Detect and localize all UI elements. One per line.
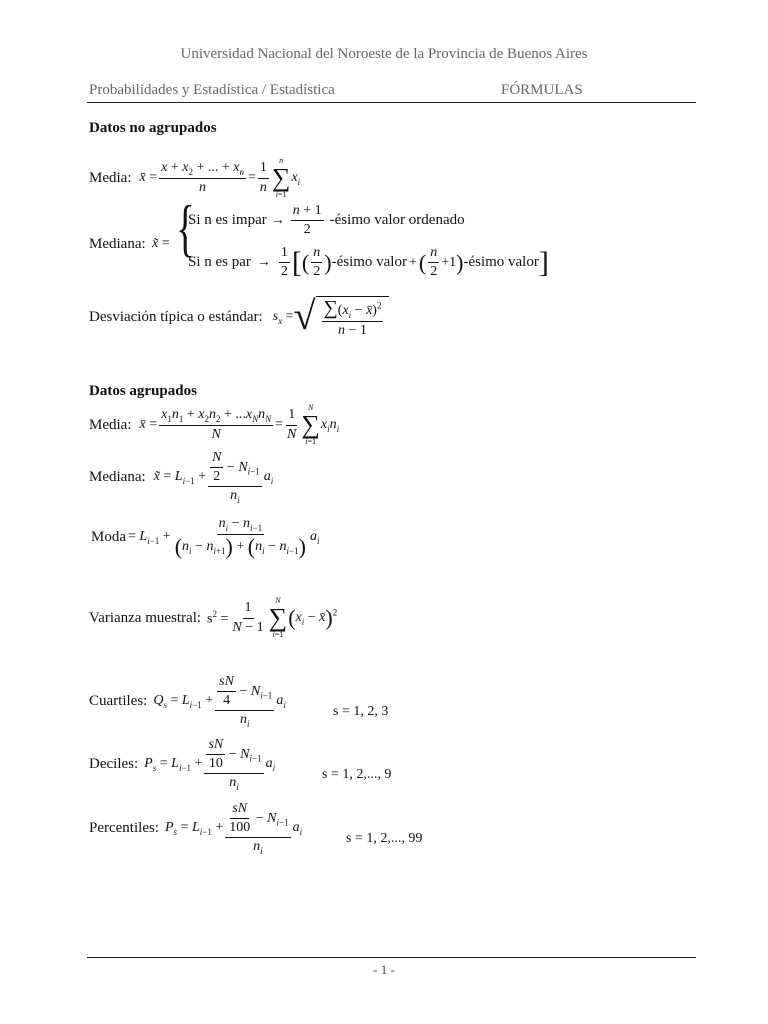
median-brace: { (176, 192, 195, 263)
grouped-mean-formula: Media: x̄ = $\frac{x_1n_1 + x_2n_2 + ...x_Nn_N}{N}$ = $\frac{1}{N}$ N ∑ i=1 $x_in_i$ (89, 403, 340, 446)
quartiles-formula: Cuartiles: $Q_s = L_{i-1}$ + $\frac{sN}{4}$ − $N_{i-1}$ $n_i$ $a_i$ (89, 674, 286, 729)
quartiles-range: s = 1, 2, 3 (333, 704, 389, 719)
deciles-label: Deciles: (89, 756, 139, 773)
mode-label: Moda (91, 528, 126, 545)
variance-label: Varianza muestral: (89, 609, 202, 626)
grouped-median-formula: Mediana: x̃ = $L_{i-1}$ + $\frac{N}{2}$ − $N_{i-1}$ $n_i$ $a_i$ (89, 450, 274, 505)
footer-rule (87, 957, 696, 958)
variance-formula: Varianza muestral: $s^2$ = $\frac{1}{N - 1}$ N ∑ i=1 ($x_i$ − x̄)$^2$ (89, 596, 338, 639)
document-type: FÓRMULAS (501, 82, 583, 98)
mean-fraction: $\frac{x + x_2 + ... + x_n}{n}$ (161, 159, 244, 196)
mode-formula: Moda = $L_{i-1}$ + $\frac{n_i - n_{i-1}}{(n_i - n_{i+1}) + (n_i - n_{i-1})}$ $a_i$ (91, 516, 320, 560)
ungrouped-mean-formula: Media: x̄ = $\frac{x + x_2 + ... + x_n}{n}$ = $\frac{1}{n}$ n ∑ i=1 $x_i$ (89, 156, 301, 199)
course-title: Probabilidades y Estadística / Estadística (89, 82, 335, 98)
ungrouped-heading: Datos no agrupados (89, 120, 217, 136)
median-odd-case: Si n es impar → $\frac{n + 1}{2}$ -ésimo valor ordenado (188, 203, 465, 238)
ungrouped-mean-label: Media: (89, 169, 132, 186)
quartiles-label: Cuartiles: (89, 693, 148, 710)
grouped-heading: Datos agrupados (89, 383, 197, 399)
grouped-mean-label: Media: (89, 416, 132, 433)
std-dev-formula: Desviación típica o estándar: $s_x$ = √ $\frac{\sum(x_i - x̄)^2}{n - 1}$ (89, 296, 389, 339)
std-dev-label: Desviación típica o estándar: (89, 309, 263, 326)
page-number: - 1 - (373, 962, 395, 977)
deciles-range: s = 1, 2,..., 9 (322, 767, 392, 782)
header-rule (87, 102, 696, 103)
percentiles-formula: Percentiles: $P_s = L_{i-1}$ + $\frac{sN}{100}$ − $N_{i-1}$ $n_i$ $a_i$ (89, 801, 303, 856)
deciles-formula: Deciles: $P_s = L_{i-1}$ + $\frac{sN}{10}$ − $N_{i-1}$ $n_i$ $a_i$ (89, 737, 276, 792)
percentiles-range: s = 1, 2,..., 99 (346, 831, 423, 846)
grouped-median-label: Mediana: (89, 469, 146, 486)
formula-sheet-page: Universidad Nacional del Noroeste de la Provincia de Buenos Aires Probabilidades y Estadística / Estadística FÓRMULAS Datos no agrupados Media: x̄ = $\frac{x + x_2 + ... + x_n}{n}$ = $\frac{1}{n}$ n ∑ i=1 $x_i$ Mediana: x̃ = { Si n es impar → $\frac{n + 1}{2}$ -ésimo valor ordenado Si n es par → $\frac{1}{2}$ [ ( $\frac{n}{2}$ ) -ésimo valor + ( $\frac{n}{2}$ +1 ) -ésimo valor ] Desviación típica o estándar: $s_x$ = √ $\frac{\sum(x_i - x̄)^2}{n - 1}$ Datos agrupados Media: x̄ = $\frac{x_1n_1 + x_2n_2 + ...x_Nn_N}{N}$ = $\frac{1}{N}$ N ∑ i=1 $x_in_i$ Mediana: x̃ = $L_{i-1}$ + $\frac{N}{2}$ − $N_{i-1}$ $n_i$ $a_i$ Moda = $L_{i-1}$ + $\frac{n_i - n_{i-1}}{(n_i - n_{i+1}) + (n_i - n_{i-1})}$ $a_i$ Varianza muestral: $s^2$ = $\frac{1}{N - 1}$ N ∑ i=1 ($x_i$ − x̄)$^2$ Cuartiles: $Q_s = L_{i-1}$ + $\frac{sN}{4}$ − $N_{i-1}$ $n_i$ $a_i$ s = 1, 2, 3 Deciles: $P_s = L_{i-1}$ + $\frac{sN}{10}$ − $N_{i-1}$ $n_i$ $a_i$ s = 1, 2,..., 9 Percentiles: $P_s = L_{i-1}$ + $\frac{sN}{100}$ − $N_{i-1}$ $n_i$ $a_i$ s = 1, 2,..., 99 - 1 - (0, 0, 768, 1024)
ungrouped-median-label: Mediana: (89, 236, 146, 252)
median-even-case: Si n es par → $\frac{1}{2}$ [ ( $\frac{n}{2}$ ) -ésimo valor + ( $\frac{n}{2}$ +1 ) -ésimo valor ] (188, 245, 549, 280)
percentiles-label: Percentiles: (89, 820, 159, 837)
university-header: Universidad Nacional del Noroeste de la Provincia de Buenos Aires (180, 46, 588, 62)
